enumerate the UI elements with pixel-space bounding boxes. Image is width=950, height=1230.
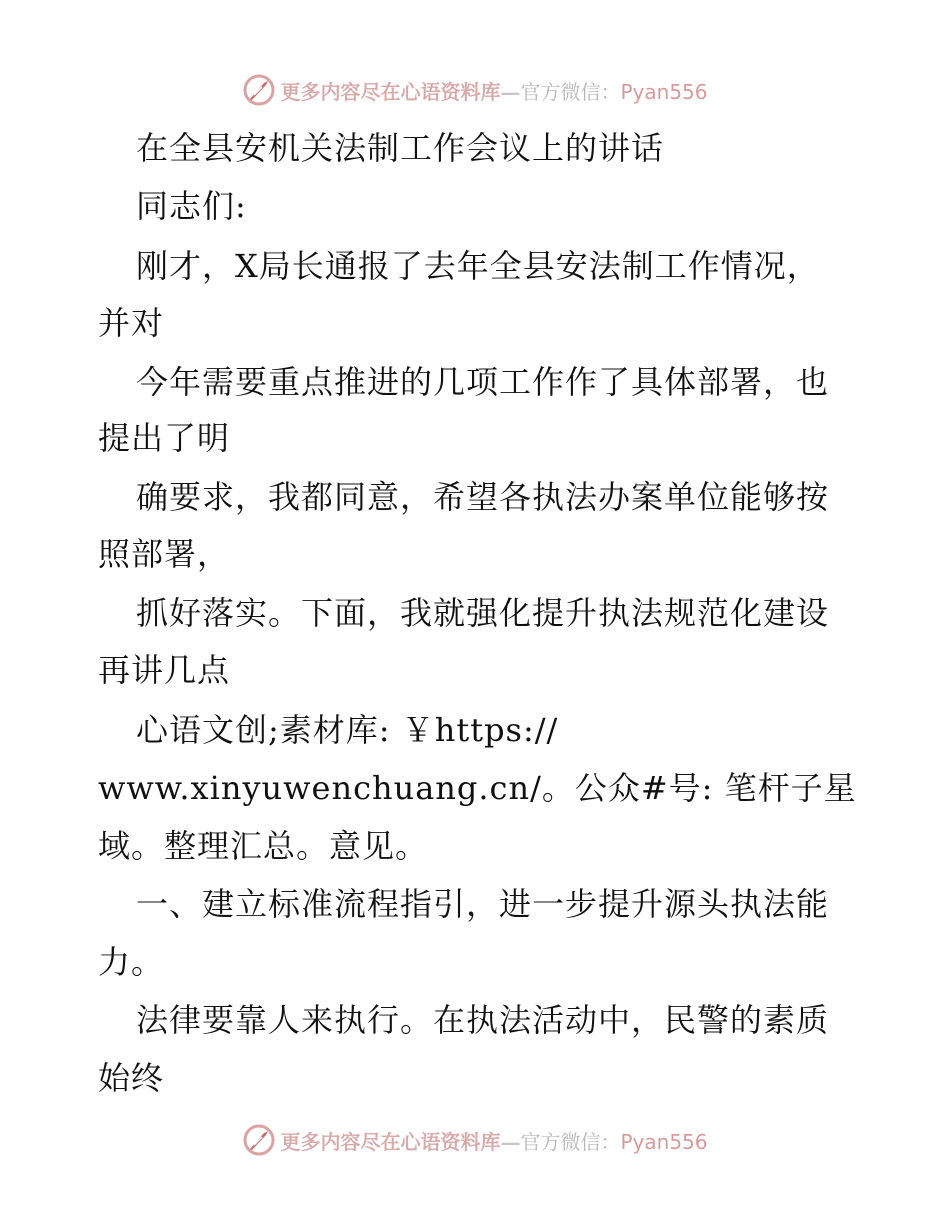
footer-watermark-banner: [0, 1120, 950, 1160]
footer-wechat-label: 官方微信：: [520, 1129, 621, 1154]
paragraph-line: 再讲几点: [98, 651, 231, 689]
salutation: 同志们:: [136, 187, 247, 225]
header-banner-text: [280, 76, 707, 105]
paragraph-line: 确要求，我都同意，希望各执法办案单位能够按: [136, 478, 830, 516]
paragraph-line: 刚才，X局长通报了去年全县安法制工作情况，: [136, 247, 820, 285]
paragraph-line: 始终: [98, 1059, 165, 1097]
footer-separator: —: [500, 1129, 521, 1154]
paragraph-line: 抓好落实。下面，我就强化提升执法规范化建设: [136, 594, 830, 632]
header-separator: —: [500, 79, 521, 104]
paragraph-line: 法律要靠人来执行。在执法活动中，民警的素质: [136, 1001, 830, 1039]
footer-wechat-id: Pyan556: [620, 1129, 708, 1154]
paragraph-line: 心语文创;素材库: ￥https://: [136, 711, 559, 749]
header-watermark-banner: [0, 70, 950, 110]
paragraph-line: 并对: [98, 304, 165, 342]
paragraph-line: www.xinyuwenchuang.cn/。公众#号: 笔杆子星: [98, 769, 857, 807]
paragraph-line: 力。: [98, 943, 165, 981]
header-wechat-label: 官方微信：: [520, 79, 621, 104]
feather-pen-logo-icon: [242, 73, 276, 107]
section-heading: 一、建立标准流程指引，进一步提升源头执法能: [136, 885, 830, 923]
footer-banner-text: [280, 1126, 707, 1155]
footer-brand-text: 更多内容尽在心语资料库: [280, 1129, 501, 1154]
header-brand-text: 更多内容尽在心语资料库: [280, 79, 501, 104]
feather-pen-logo-icon: [242, 1123, 276, 1157]
paragraph-line: 今年需要重点推进的几项工作作了具体部署，也: [136, 363, 830, 401]
paragraph-line: 域。整理汇总。意见。: [98, 827, 429, 865]
document-title: 在全县安机关法制工作会议上的讲话: [136, 129, 665, 167]
header-wechat-id: Pyan556: [620, 79, 708, 104]
paragraph-line: 照部署，: [98, 535, 231, 573]
paragraph-line: 提出了明: [98, 419, 231, 457]
